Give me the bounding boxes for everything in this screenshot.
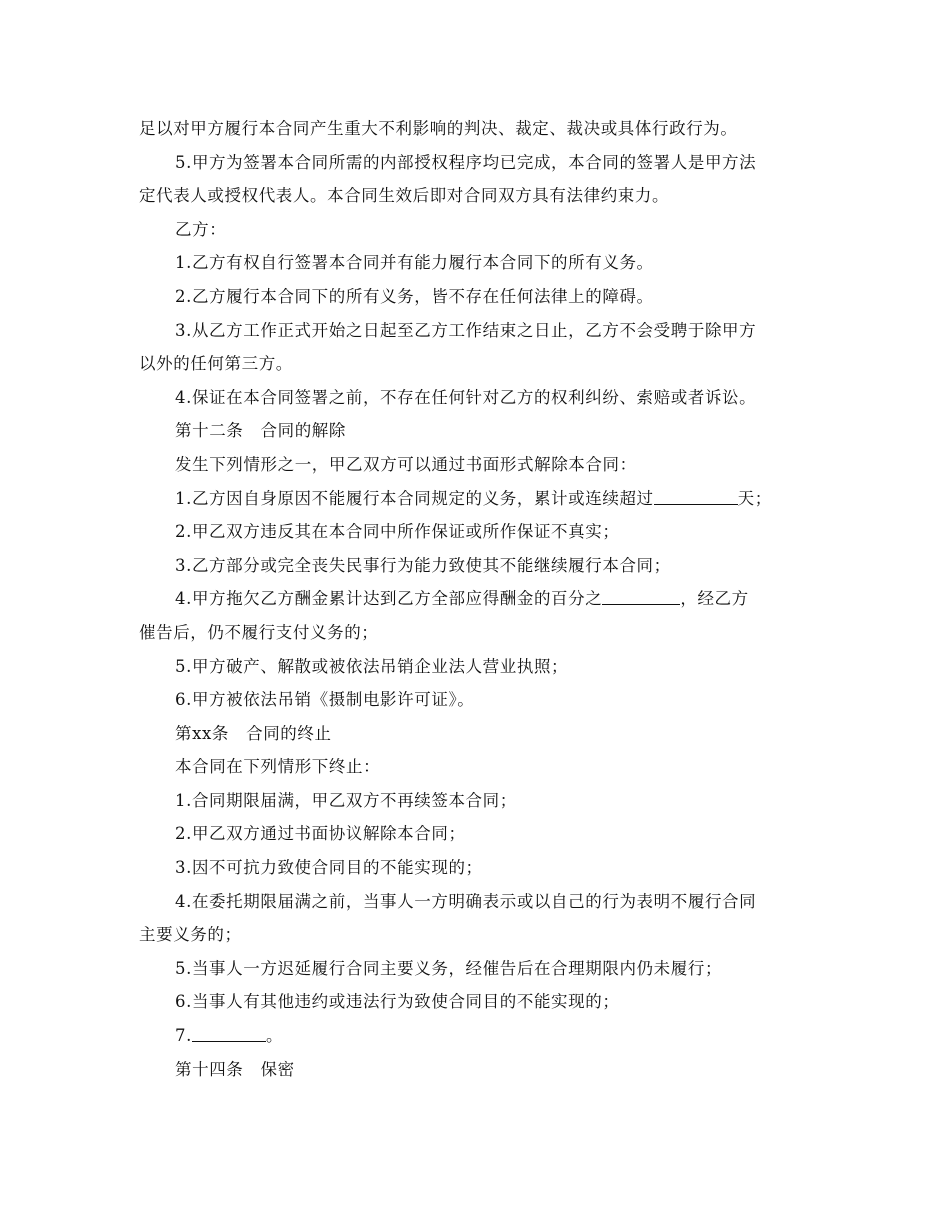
list-item: 3.乙方部分或完全丧失民事行为能力致使其不能继续履行本合同； (175, 555, 671, 575)
paragraph-line: 5.甲方为签署本合同所需的内部授权程序均已完成，本合同的签署人是甲方法 (175, 152, 757, 172)
list-item (139, 482, 819, 516)
list-item-text: 4.甲方拖欠乙方酬金累计达到乙方全部应得酬金的百分之 (175, 589, 603, 609)
list-item-continuation: 催告后，仍不履行支付义务的； (139, 622, 379, 642)
list-item: 5.甲方破产、解散或被依法吊销企业法人营业执照； (175, 656, 569, 676)
list-item: 2.乙方履行本合同下的所有义务，皆不存在任何法律上的障碍。 (175, 286, 654, 306)
list-item-suffix: ，经乙方 (680, 589, 749, 609)
list-item: 6.甲方被依法吊销《摄制电影许可证》。 (175, 690, 475, 710)
list-item (139, 582, 819, 616)
list-item-continuation: 主要义务的； (139, 925, 242, 945)
paragraph-line: 定代表人或授权代表人。本合同生效后即对合同双方具有法律约束力。 (139, 186, 670, 206)
paragraph-line: 足以对甲方履行本合同产生重大不利影响的判决、裁定、裁决或具体行政行为。 (139, 119, 738, 138)
paragraph-line: 本合同在下列情形下终止： (175, 757, 381, 777)
fill-in-blank (192, 1023, 266, 1042)
paragraph-line: 发生下列情形之一，甲乙双方可以通过书面形式解除本合同： (175, 454, 637, 474)
list-item-suffix: 天； (737, 488, 772, 508)
list-item (139, 1019, 819, 1053)
document-body (139, 112, 819, 1086)
list-item: 4.在委托期限届满之前，当事人一方明确表示或以自己的行为表明不履行合同 (175, 891, 757, 911)
list-item-suffix: 。 (265, 1026, 284, 1046)
list-item: 3.从乙方工作正式开始之日起至乙方工作结束之日止，乙方不会受聘于除甲方 (175, 320, 757, 340)
party-b-heading: 乙方： (175, 219, 227, 239)
list-item: 5.当事人一方迟延履行合同主要义务，经催告后在合理期限内仍未履行； (175, 958, 723, 978)
fill-in-blank (602, 586, 680, 605)
list-item-continuation: 以外的任何第三方。 (139, 354, 293, 374)
list-item: 4.保证在本合同签署之前，不存在任何针对乙方的权利纠纷、索赔或者诉讼。 (175, 387, 757, 407)
list-item: 2.甲乙双方违反其在本合同中所作保证或所作保证不真实； (175, 522, 620, 542)
section-heading-confidentiality: 第十四条 保密 (175, 1059, 295, 1079)
list-item: 1.合同期限届满，甲乙双方不再续签本合同； (175, 790, 517, 810)
list-item: 1.乙方有权自行签署本合同并有能力履行本合同下的所有义务。 (175, 253, 654, 273)
list-item-text: 1.乙方因自身原因不能履行本合同规定的义务，累计或连续超过 (175, 488, 654, 508)
section-heading-termination: 第十二条 合同的解除 (175, 421, 346, 441)
fill-in-blank (654, 486, 738, 505)
list-item: 2.甲乙双方通过书面协议解除本合同； (175, 824, 466, 844)
list-item: 6.当事人有其他违约或违法行为致使合同目的不能实现的； (175, 992, 620, 1012)
section-heading-expiry: 第xx条 合同的终止 (175, 723, 332, 743)
list-item: 3.因不可抗力致使合同目的不能实现的； (175, 858, 483, 878)
list-item-text: 7. (175, 1026, 192, 1046)
